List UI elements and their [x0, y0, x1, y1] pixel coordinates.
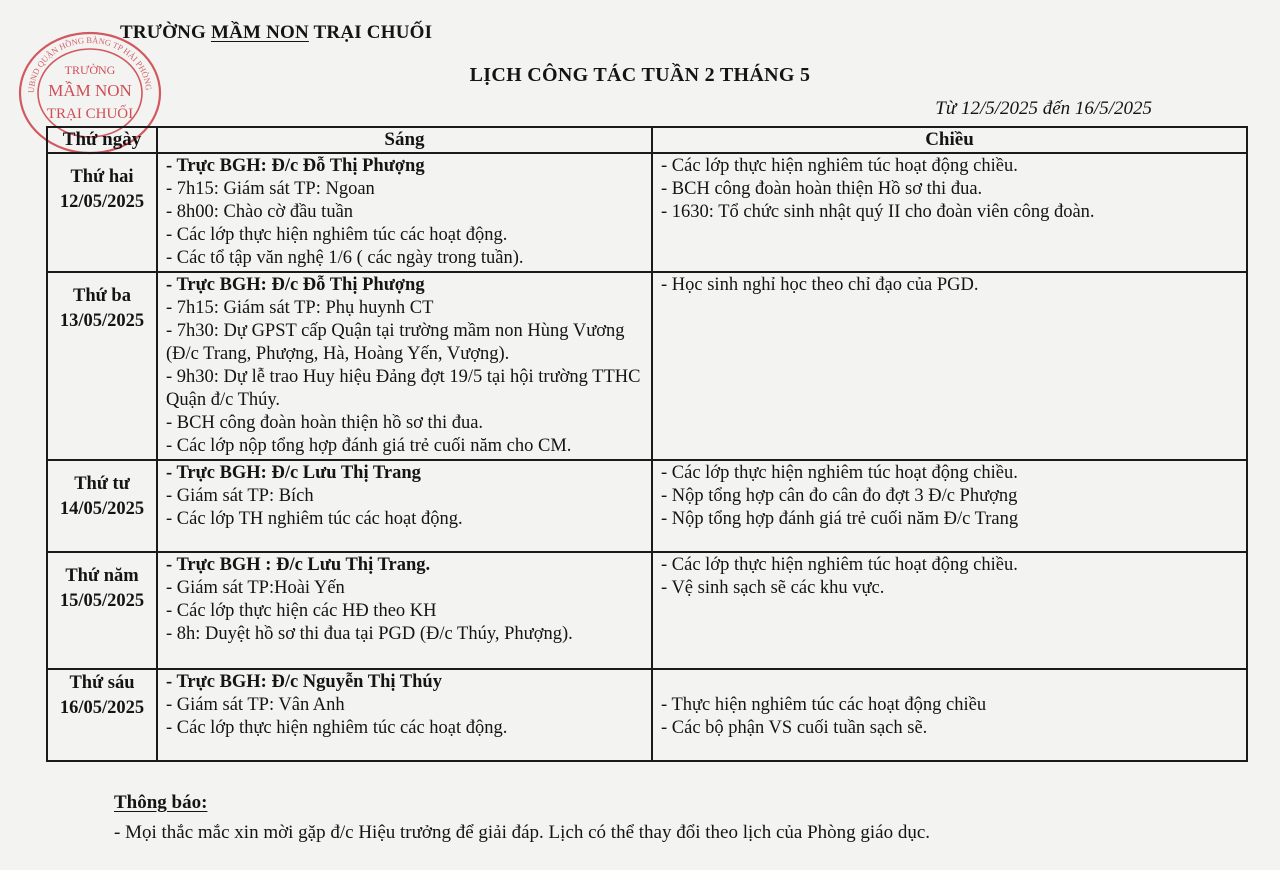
day-date: 14/05/2025 [59, 499, 145, 519]
list-item: - Các tổ tập văn nghệ 1/6 ( các ngày trong tuần). [166, 248, 524, 268]
school-name-suffix: TRẠI CHUỐI [308, 22, 433, 43]
list-item: - Trực BGH: Đ/c Nguyễn Thị Thúy [166, 672, 442, 692]
list-item: - Trực BGH: Đ/c Lưu Thị Trang [166, 463, 421, 483]
table-row [47, 153, 1247, 272]
day-date: 12/05/2025 [59, 192, 145, 212]
day-cell [47, 669, 157, 761]
weekly-schedule-table [46, 126, 1248, 762]
day-date: 15/05/2025 [59, 591, 145, 611]
list-item: - Giám sát TP:Hoài Yến [166, 578, 345, 598]
list-item: - Giám sát TP: Bích [166, 486, 314, 506]
day-name: Thứ năm [65, 566, 139, 586]
header-day: Thứ ngày [47, 127, 157, 153]
seal-line-3: TRẠI CHUỐI [46, 106, 134, 122]
seal-line-2: MẦM NON [48, 81, 132, 100]
afternoon-cell [652, 153, 1247, 272]
day-cell [47, 460, 157, 552]
table-row [47, 272, 1247, 460]
list-item: - Học sinh nghỉ học theo chỉ đạo của PGD. [661, 275, 979, 295]
list-item: - Nộp tổng hợp đánh giá trẻ cuối năm Đ/c Trang [661, 509, 1019, 529]
list-item: - Các lớp thực hiện nghiêm túc hoạt động chiều. [661, 555, 1018, 575]
header-morning: Sáng [157, 127, 652, 153]
list-item: - 7h15: Giám sát TP: Phụ huynh CT [166, 298, 434, 318]
afternoon-cell [652, 552, 1247, 669]
morning-cell [157, 272, 652, 460]
school-name [120, 22, 432, 44]
notice-heading: Thông báo: [114, 792, 208, 813]
list-item: - BCH công đoàn hoàn thiện Hồ sơ thi đua. [661, 179, 983, 199]
morning-cell [157, 552, 652, 669]
seal-ring-text: UBND QUẬN HỒNG BÀNG TP HẢI PHÒNG [25, 34, 154, 94]
day-cell [47, 552, 157, 669]
day-name: Thứ tư [74, 474, 130, 494]
day-cell [47, 153, 157, 272]
list-item: - Trực BGH: Đ/c Đỗ Thị Phượng [166, 156, 425, 176]
list-item: - Các lớp thực hiện nghiêm túc hoạt động chiều. [661, 463, 1018, 483]
list-item: - Các lớp thực hiện các HĐ theo KH [166, 601, 437, 621]
seal-line-1: TRƯỜNG [64, 63, 116, 77]
list-item: - 8h: Duyệt hồ sơ thi đua tại PGD (Đ/c Thúy, Phượng). [166, 624, 573, 644]
afternoon-cell [652, 272, 1247, 460]
day-cell [47, 272, 157, 460]
list-item [661, 671, 1238, 694]
morning-cell [157, 460, 652, 552]
school-name-prefix: TRƯỜNG [120, 22, 211, 43]
morning-cell [157, 669, 652, 761]
day-name: Thứ sáu [69, 673, 135, 693]
school-name-underlined: MẦM NON [210, 22, 309, 43]
list-item: - Các lớp thực hiện nghiêm túc các hoạt động. [166, 718, 508, 738]
list-item: - Giám sát TP: Vân Anh [166, 695, 345, 715]
document-title: LỊCH CÔNG TÁC TUẦN 2 THÁNG 5 [469, 64, 811, 86]
day-name: Thứ ba [73, 286, 131, 306]
day-date: 13/05/2025 [59, 311, 145, 331]
list-item: - 9h30: Dự lễ trao Huy hiệu Đảng đợt 19/5 tại hội trường TTHC Quận đ/c Thúy. [166, 367, 641, 410]
list-item: - Trực BGH : Đ/c Lưu Thị Trang. [166, 555, 431, 575]
list-item: - Nộp tổng hợp cân đo cân đo đợt 3 Đ/c Phượng [661, 486, 1018, 506]
list-item: - Các lớp thực hiện nghiêm túc các hoạt động. [166, 225, 508, 245]
list-item: - 8h00: Chào cờ đầu tuần [166, 202, 354, 222]
notice-text: - Mọi thắc mắc xin mời gặp đ/c Hiệu trưởng để giải đáp. Lịch có thể thay đổi theo lịch của Phòng giáo dục. [114, 822, 931, 843]
list-item: - 7h30: Dự GPST cấp Quận tại trường mầm non Hùng Vương (Đ/c Trang, Phượng, Hà, Hoàng Yến, Vượng). [166, 321, 625, 364]
header-afternoon: Chiều [652, 127, 1247, 153]
day-name: Thứ hai [70, 167, 134, 187]
table-row [47, 552, 1247, 669]
list-item: - Trực BGH: Đ/c Đỗ Thị Phượng [166, 275, 425, 295]
list-item: - Các bộ phận VS cuối tuần sạch sẽ. [661, 718, 928, 738]
list-item: - Các lớp nộp tổng hợp đánh giá trẻ cuối năm cho CM. [166, 436, 572, 456]
list-item: - 1630: Tổ chức sinh nhật quý II cho đoàn viên công đoàn. [661, 202, 1095, 222]
afternoon-cell [652, 460, 1247, 552]
table-row [47, 460, 1247, 552]
morning-cell [157, 153, 652, 272]
list-item: - 7h15: Giám sát TP: Ngoan [166, 179, 375, 199]
list-item: - Các lớp thực hiện nghiêm túc hoạt động chiều. [661, 156, 1018, 176]
table-row [47, 669, 1247, 761]
date-range: Từ 12/5/2025 đến 16/5/2025 [935, 98, 1152, 119]
day-date: 16/05/2025 [59, 698, 145, 718]
list-item: - Các lớp TH nghiêm túc các hoạt động. [166, 509, 463, 529]
list-item: - BCH công đoàn hoàn thiện hồ sơ thi đua. [166, 413, 484, 433]
table-header-row [47, 127, 1247, 153]
afternoon-cell [652, 669, 1247, 761]
list-item: - Thực hiện nghiêm túc các hoạt động chiều [661, 695, 987, 715]
list-item: - Vệ sinh sạch sẽ các khu vực. [661, 578, 885, 598]
